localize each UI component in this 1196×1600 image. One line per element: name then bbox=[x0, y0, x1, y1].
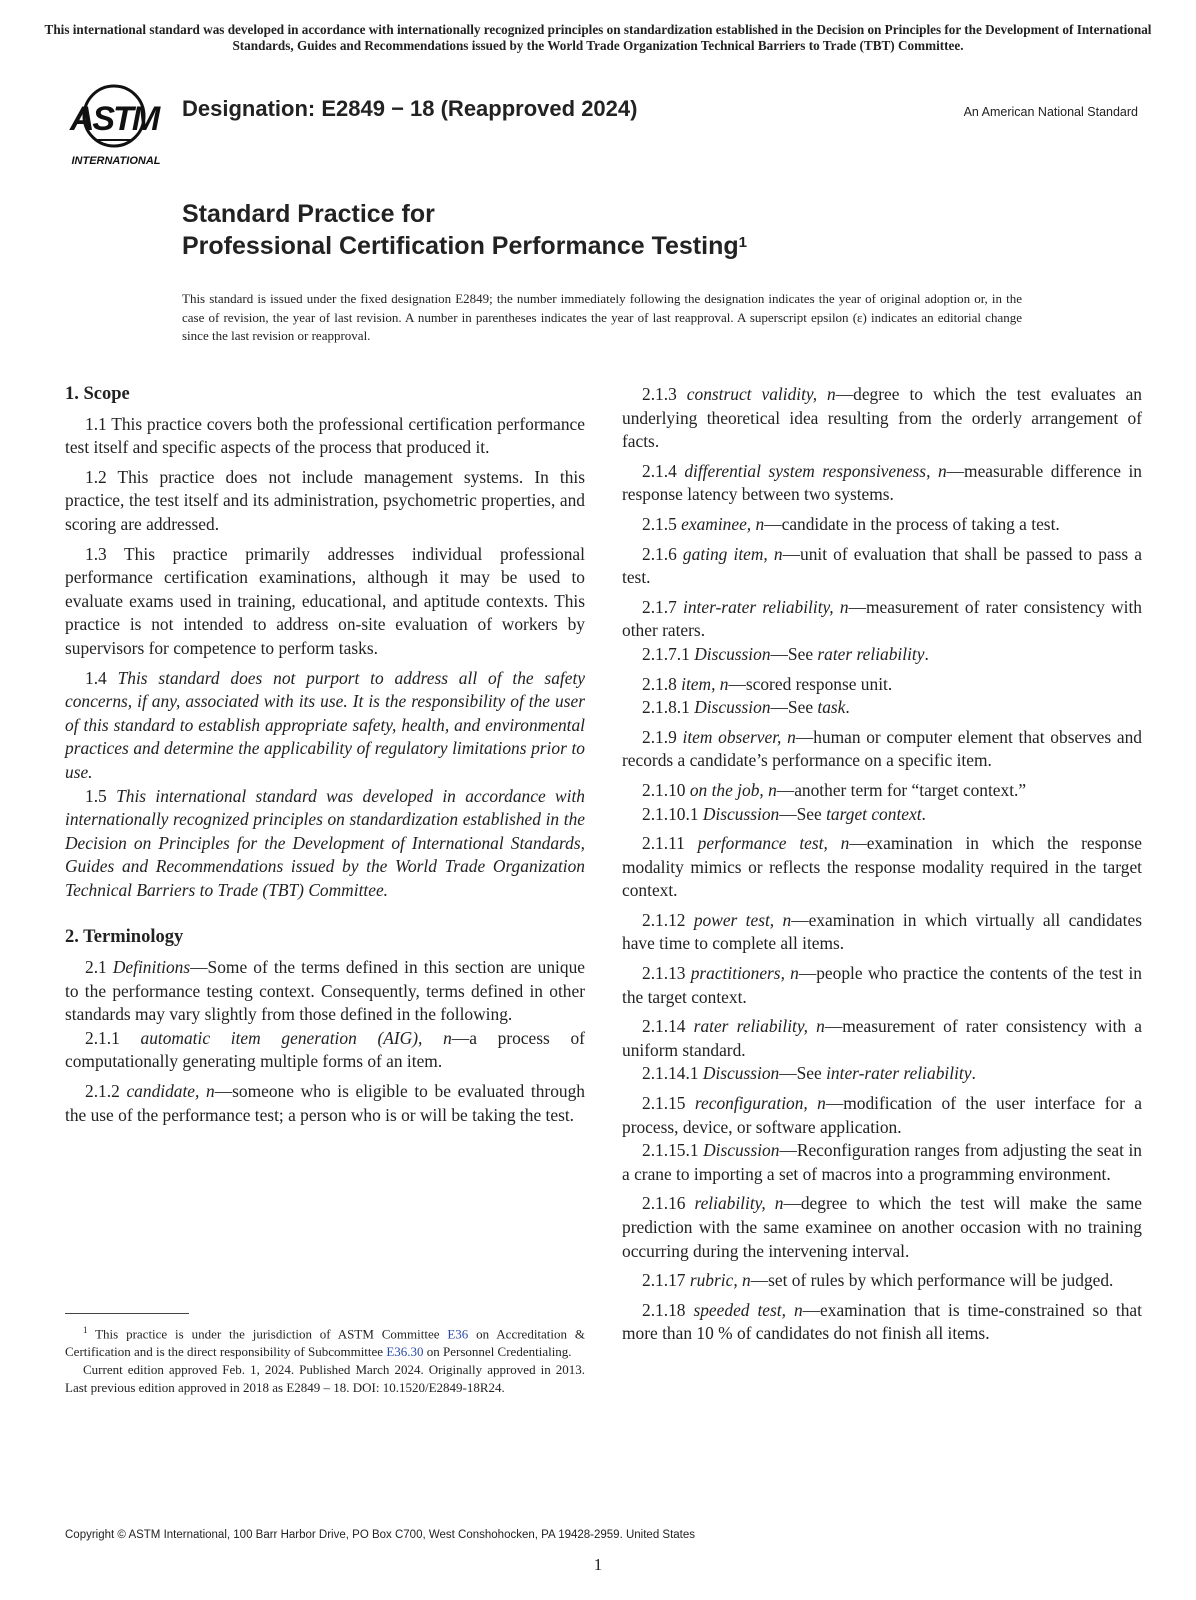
footnote bbox=[65, 1321, 585, 1397]
copyright-notice: Copyright © ASTM International, 100 Barr Harbor Drive, PO Box C700, West Conshohocken, PA 19428-2959. United States bbox=[65, 1529, 696, 1541]
footnote-edition: Current edition approved Feb. 1, 2024. Published March 2024. Originally approved in 2013. Last previous edition approved in 2018 as E2849 – 18. DOI: 10.1520/E2849-18R24. bbox=[65, 1362, 585, 1396]
svg-text:ASTM: ASTM bbox=[69, 100, 159, 138]
footnote-divider bbox=[65, 1313, 189, 1314]
section-heading-scope: 1. Scope bbox=[65, 384, 130, 404]
document-title bbox=[182, 198, 747, 262]
paragraph-2-1: 2.1 Definitions—Some of the terms defined in this section are unique to the performance testing context. Consequently, terms defined in other standards may vary slightly from those defined in the following. bbox=[65, 957, 585, 1025]
title-footnote-mark: 1 bbox=[738, 234, 747, 251]
national-standard-label: An American National Standard bbox=[963, 105, 1138, 119]
discussion-2-1-10-1: 2.1.10.1 Discussion—See target context. bbox=[642, 803, 926, 824]
footnote-jurisdiction: $^1$ This practice is under the jurisdiction of ASTM Committee E36 on Accreditation & Certification and is the direct responsibility of Subcommittee E36.30 on Personnel Credentialing. bbox=[65, 1325, 585, 1360]
discussion-2-1-7-1: 2.1.7.1 Discussion—See rater reliability. bbox=[642, 643, 929, 664]
discussion-2-1-8-1: 2.1.8.1 Discussion—See task. bbox=[642, 697, 850, 718]
paragraph-1-2: 1.2 This practice does not include management systems. In this practice, the test itself and its administration, psychometric properties, and scoring are addressed. bbox=[65, 466, 585, 534]
section-heading-terminology: 2. Terminology bbox=[65, 927, 184, 948]
definition-2-1-8: 2.1.8 item, n—scored response unit. bbox=[642, 673, 893, 694]
paragraph-1-1: 1.1 This practice covers both the professional certification performance test itself and specific aspects of the process that produced it. bbox=[65, 413, 585, 458]
discussion-2-1-14-1: 2.1.14.1 Discussion—See inter-rater reliability. bbox=[642, 1063, 976, 1084]
svg-text:INTERNATIONAL: INTERNATIONAL bbox=[71, 155, 161, 167]
astm-logo bbox=[64, 82, 168, 168]
definition-2-1-4: 2.1.4 differential system responsiveness, n—measurable difference in response latency between two systems. bbox=[622, 460, 1142, 505]
paragraph-1-3: 1.3 This practice primarily addresses individual professional performance certification examinations, although it may be used to evaluate exams used in training, educational, and aptitude contexts. This practice is not intended to address on-site evaluation of workers by supervisors for competence to perform tasks. bbox=[65, 543, 585, 658]
committee-link[interactable]: E36 bbox=[447, 1326, 469, 1342]
definition-2-1-15: 2.1.15 reconfiguration, n—modification of the user interface for a process, device, or software application. bbox=[622, 1093, 1142, 1137]
definition-2-1-6: 2.1.6 gating item, n—unit of evaluation that shall be passed to pass a test. bbox=[622, 543, 1143, 588]
definition-2-1-14: 2.1.14 rater reliability, n—measurement of rater consistency with a uniform standard. bbox=[622, 1016, 1142, 1060]
definition-2-1-7: 2.1.7 inter-rater reliability, n—measurement of rater consistency with other raters. bbox=[622, 596, 1142, 641]
subcommittee-link[interactable]: E36.30 bbox=[386, 1344, 424, 1360]
definition-2-1-16: 2.1.16 reliability, n—degree to which the test will make the same prediction with the same examinee on another occasion with no training occurring during the intervening interval. bbox=[622, 1193, 1143, 1261]
definition-2-1-2: 2.1.2 candidate, n—someone who is eligible to be evaluated through the use of the performance test; a person who is or will be taking the test. bbox=[65, 1081, 585, 1125]
paragraph-1-5: 1.5 This international standard was developed in accordance with internationally recognized principles on standardization established in the Decision on Principles for the Development of International Standards, Guides and Recommendations issued by the World Trade Organization Technical Barriers to Trade (TBT) Committee. bbox=[65, 785, 585, 900]
definition-2-1-13: 2.1.13 practitioners, n—people who practice the contents of the test in the target context. bbox=[622, 963, 1142, 1007]
definition-2-1-3: 2.1.3 construct validity, n—degree to which the test evaluates an underlying theoretical idea resulting from the orderly arrangement of facts. bbox=[622, 384, 1142, 452]
definition-2-1-1: 2.1.1 automatic item generation (AIG), n—a process of computationally generating multiple forms of an item. bbox=[65, 1027, 585, 1072]
definition-2-1-12: 2.1.12 power test, n—examination in which virtually all candidates have time to complete all items. bbox=[622, 909, 1142, 954]
title-line-1: Standard Practice for bbox=[182, 200, 435, 228]
issue-note: This standard is issued under the fixed designation E2849; the number immediately following the designation indicates the year of original adoption or, in the case of revision, the year of last revision. A number in parentheses indicates the year of last reapproval. A superscript epsilon (ε) indicates an editorial change since the last revision or reapproval. bbox=[182, 291, 1022, 343]
definition-2-1-11: 2.1.11 performance test, n—examination in which the response modality mimics or reflects the response modality required in the target context. bbox=[622, 833, 1142, 901]
wto-notice: This international standard was developed in accordance with internationally recognized principles on standardization established in the Decision on Principles for the Development of International Standards, Guides and Recommendations issued by the World Trade Organization Technical Barriers to Trade (TBT) Committee. bbox=[44, 22, 1152, 53]
paragraph-1-4: 1.4 This standard does not purport to address all of the safety concerns, if any, associated with its use. It is the responsibility of the user of this standard to establish appropriate safety, health, and environmental practices and determine the applicability of regulatory limitations prior to use. bbox=[65, 667, 585, 782]
left-column bbox=[65, 383, 585, 1127]
definition-2-1-10: 2.1.10 on the job, n—another term for “target context.” bbox=[642, 779, 1027, 800]
definition-2-1-9: 2.1.9 item observer, n—human or computer element that observes and records a candidate’s performance on a specific item. bbox=[622, 726, 1142, 771]
designation: Designation: E2849 − 18 (Reapproved 2024) bbox=[182, 96, 638, 121]
definition-2-1-5: 2.1.5 examinee, n—candidate in the process of taking a test. bbox=[642, 513, 1060, 534]
title-line-2: Professional Certification Performance Testing$^1$ bbox=[182, 232, 747, 260]
right-column bbox=[622, 383, 1142, 1346]
discussion-2-1-15-1: 2.1.15.1 Discussion—Reconfiguration ranges from adjusting the seat in a crane to importing a set of macros into a programming environment. bbox=[622, 1140, 1142, 1184]
definition-2-1-18: 2.1.18 speeded test, n—examination that is time-constrained so that more than 10 % of candidates do not finish all items. bbox=[622, 1299, 1142, 1344]
definition-2-1-17: 2.1.17 rubric, n—set of rules by which performance will be judged. bbox=[642, 1270, 1114, 1291]
page-number: 1 bbox=[593, 1555, 603, 1574]
